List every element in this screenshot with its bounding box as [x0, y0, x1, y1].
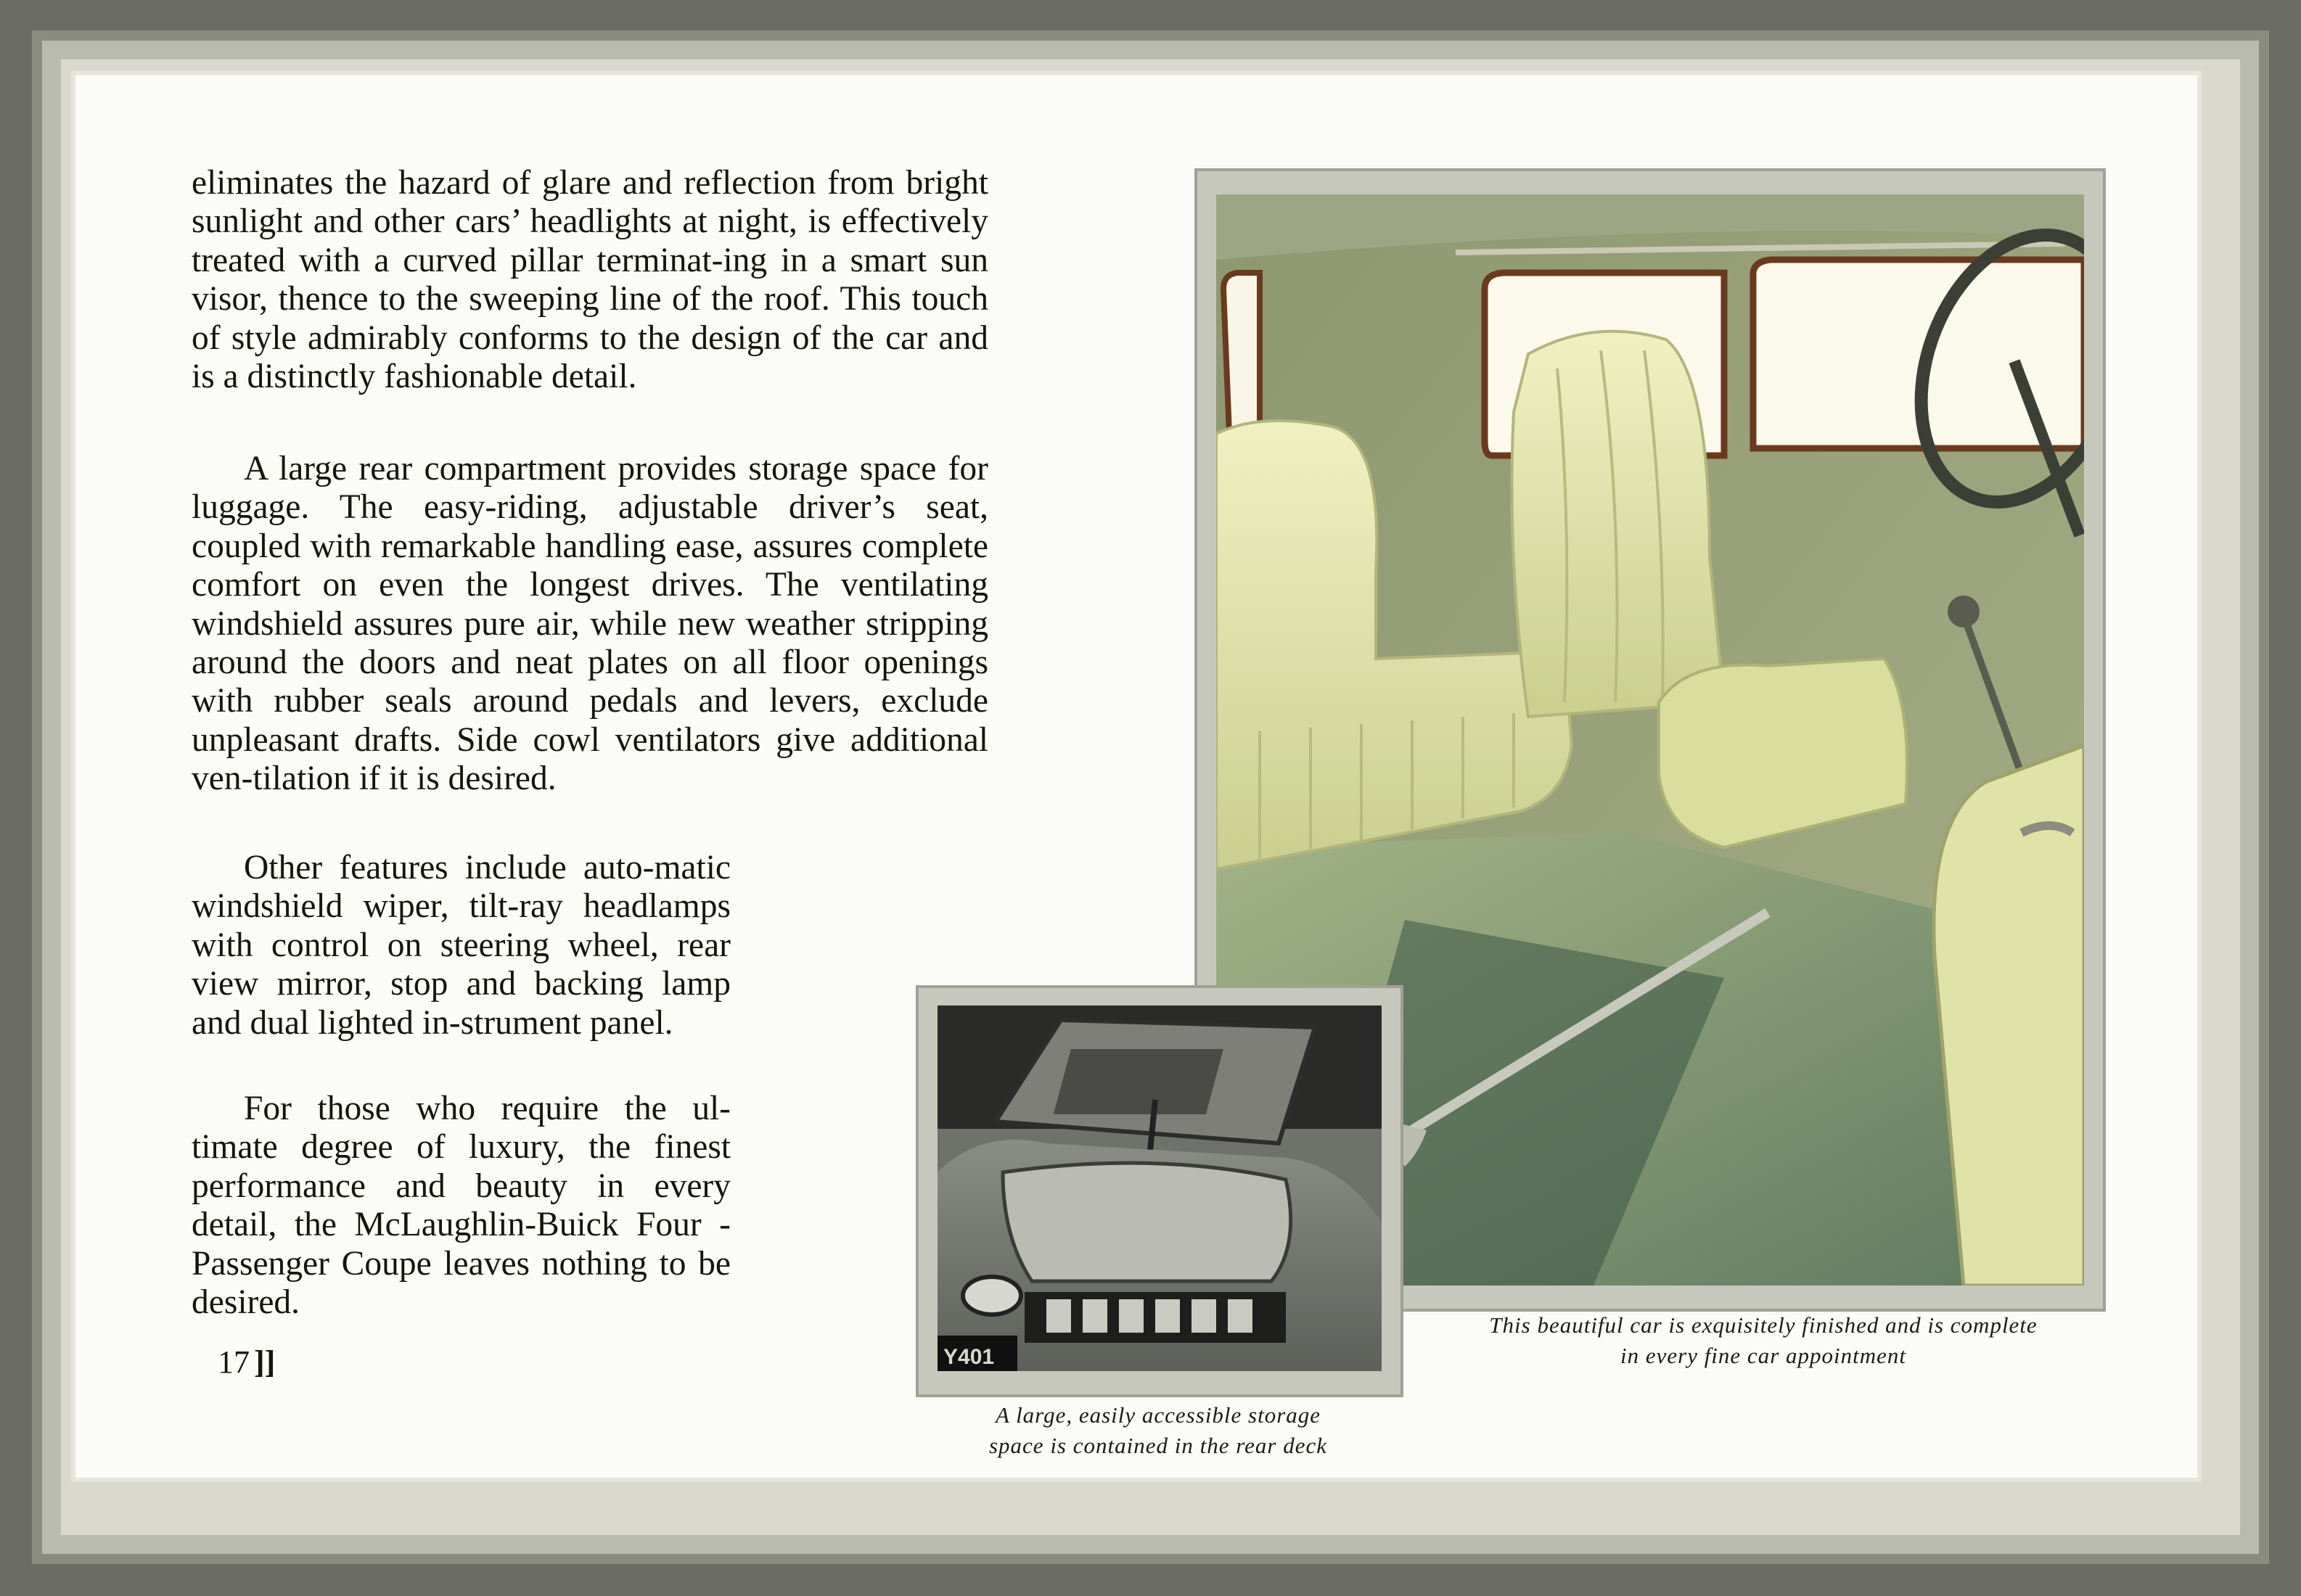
trunk-caption-line-2: space is contained in the rear deck: [988, 1433, 1327, 1458]
trunk-compartment: [1003, 1163, 1291, 1281]
rear-deck-trunk-photo: [938, 1005, 1382, 1371]
body-paragraph-2: A large rear compartment provides storage space for luggage. The easy-riding, adjustable driver’s seat, coupled with remarkable handling ease, assures complete comfort on even the longest drives. The ventilating windshield assures pure air, while new weather stripping around the doors and neat plates on all floor openings with rubber seals around pedals and levers, exclude unpleasant drafts. Side cowl ventilators give additional ven-tilation if it is desired.: [192, 450, 988, 798]
trunk-caption: [926, 1400, 1390, 1461]
interior-caption-line-2: in every fine car appointment: [1620, 1343, 1906, 1368]
trunk-photo-frame: [916, 985, 1403, 1397]
interior-caption-line-1: This beautiful car is exquisitely finished and is complete: [1489, 1312, 2038, 1338]
interior-caption: [1422, 1310, 2104, 1371]
tail-lamp: [963, 1277, 1021, 1315]
license-plate-text: Y401: [943, 1345, 995, 1369]
page-number: [218, 1344, 275, 1381]
body-paragraph-1: eliminates the hazard of glare and reflection from bright sunlight and other cars’ headlights at night, is effectively treated with a curved pillar terminat-ing in a smart sun visor, thence to the sweeping line of the roof. This touch of style admirably conforms to the design of the car and is a distinctly fashionable detail.: [192, 164, 988, 396]
page-number-value: 17: [218, 1344, 250, 1380]
page-number-mark: ]]: [254, 1344, 276, 1380]
body-paragraph-3: Other features include auto-matic windshield wiper, tilt-ray headlamps with control on steering wheel, rear view mirror, stop and backing lamp and dual lighted in-strument panel.: [192, 849, 731, 1042]
trunk-caption-line-1: A large, easily accessible storage: [995, 1402, 1321, 1428]
body-paragraph-4: For those who require the ul-timate degree of luxury, the finest performance and beauty in every detail, the McLaughlin-Buick Four - Passenger Coupe leaves nothing to be desired.: [192, 1090, 731, 1322]
